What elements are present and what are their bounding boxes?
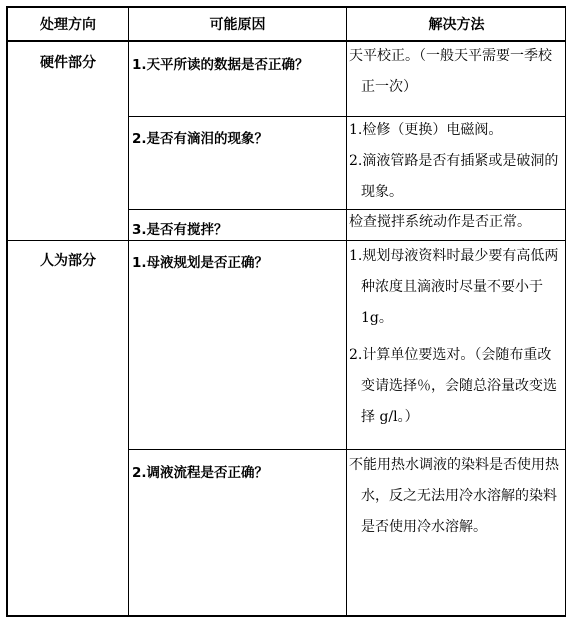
header-direction: 处理方向 xyxy=(40,17,96,33)
column-divider xyxy=(346,8,347,615)
solution-text: 1.检修（更换）电磁阀。 xyxy=(349,122,503,138)
category-hardware: 硬件部分 xyxy=(40,55,96,71)
solution-cell xyxy=(349,450,564,543)
solution-text: 1.规划母液资料时最少要有高低两种浓度且滴液时尽量不要小于 1g。 xyxy=(349,248,559,326)
column-divider xyxy=(128,8,129,615)
reason-row: 2.是否有滴泪的现象？ xyxy=(132,131,269,147)
troubleshooting-table xyxy=(6,6,566,617)
reason-row: 1.母液规划是否正确？ xyxy=(132,255,269,271)
solution-text: 检查搅拌系统动作是否正常。 xyxy=(349,214,531,230)
solution-text: 2.计算单位要选对。（会随布重改变请选择％，会随总浴量改变选择 g/l。） xyxy=(349,347,557,425)
reason-row: 2.调液流程是否正确？ xyxy=(132,465,269,481)
solution-cell xyxy=(349,41,564,103)
reason-row: 3.是否有搅拌？ xyxy=(132,222,228,238)
solution-text: 不能用热水调液的染料是否使用热水，反之无法用冷水溶解的染料是否使用冷水溶解。 xyxy=(349,457,559,535)
solution-cell xyxy=(349,207,564,238)
header-solution: 解决方法 xyxy=(428,17,485,33)
category-human: 人为部分 xyxy=(40,253,96,269)
solution-text: 2.滴液管路是否有插紧或是破洞的现象。 xyxy=(349,153,559,200)
solution-cell xyxy=(349,115,564,208)
header-reason: 可能原因 xyxy=(209,17,266,33)
reason-row: 1.天平所读的数据是否正确？ xyxy=(132,57,309,73)
solution-text: 天平校正。（一般天平需要一季校正一次） xyxy=(349,48,552,95)
solution-cell xyxy=(349,241,564,433)
